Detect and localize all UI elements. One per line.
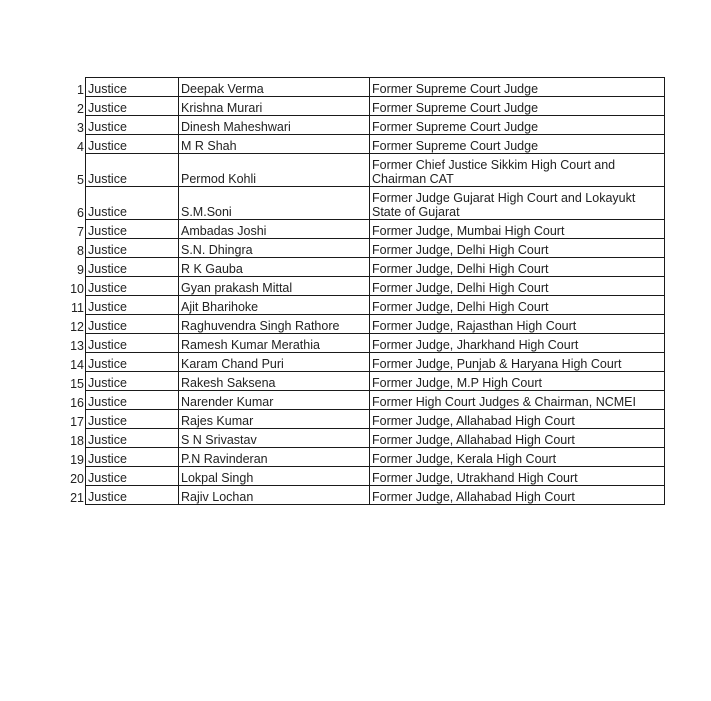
table-row (60, 258, 665, 277)
judge-name: Dinesh Maheshwari (179, 116, 370, 135)
row-number: 10 (70, 281, 84, 296)
row-number: 14 (70, 357, 84, 372)
judge-name: Narender Kumar (179, 391, 370, 410)
table-row (60, 239, 665, 258)
judge-title: Justice (86, 315, 179, 334)
judge-title: Justice (86, 467, 179, 486)
judge-name: S.N. Dhingra (179, 239, 370, 258)
row-number: 5 (77, 172, 84, 187)
judge-name: Ajit Bharihoke (179, 296, 370, 315)
judge-title: Justice (86, 78, 179, 97)
table-row (60, 486, 665, 505)
judge-name: Permod Kohli (179, 154, 370, 187)
judge-designation: Former Judge, Delhi High Court (370, 258, 665, 277)
table-row (60, 410, 665, 429)
row-number: 3 (77, 120, 84, 135)
judge-designation: Former Supreme Court Judge (370, 135, 665, 154)
row-number: 4 (77, 139, 84, 154)
judge-title: Justice (86, 448, 179, 467)
table-row (60, 391, 665, 410)
judge-title: Justice (86, 277, 179, 296)
row-number: 21 (70, 490, 84, 505)
judge-title: Justice (86, 391, 179, 410)
judge-name: Deepak Verma (179, 78, 370, 97)
judge-name: R K Gauba (179, 258, 370, 277)
row-number: 16 (70, 395, 84, 410)
judge-title: Justice (86, 187, 179, 220)
judge-designation: Former Judge, Delhi High Court (370, 277, 665, 296)
row-number: 11 (71, 300, 84, 315)
table-row (60, 220, 665, 239)
judge-designation: Former Chief Justice Sikkim High Court and Chairman CAT (370, 154, 665, 187)
judges-table (60, 77, 665, 505)
row-number: 6 (77, 205, 84, 220)
judge-title: Justice (86, 116, 179, 135)
table-row (60, 372, 665, 391)
row-number: 17 (70, 414, 84, 429)
table-row (60, 334, 665, 353)
judge-title: Justice (86, 372, 179, 391)
row-number: 15 (70, 376, 84, 391)
judge-title: Justice (86, 239, 179, 258)
judge-title: Justice (86, 429, 179, 448)
judge-title: Justice (86, 220, 179, 239)
judge-name: Rajes Kumar (179, 410, 370, 429)
row-number: 12 (70, 319, 84, 334)
judge-designation: Former Judge, Mumbai High Court (370, 220, 665, 239)
judge-name: Karam Chand Puri (179, 353, 370, 372)
table-row (60, 429, 665, 448)
judge-title: Justice (86, 334, 179, 353)
table-row (60, 187, 665, 220)
judge-designation: Former Supreme Court Judge (370, 116, 665, 135)
judge-name: Lokpal Singh (179, 467, 370, 486)
row-number: 8 (77, 243, 84, 258)
judge-designation: Former Judge, M.P High Court (370, 372, 665, 391)
judge-designation: Former Judge, Delhi High Court (370, 239, 665, 258)
judge-name: Gyan prakash Mittal (179, 277, 370, 296)
row-number: 9 (77, 262, 84, 277)
judge-name: Ambadas Joshi (179, 220, 370, 239)
judge-designation: Former Judge, Delhi High Court (370, 296, 665, 315)
row-number: 13 (70, 338, 84, 353)
table-row (60, 296, 665, 315)
table-row (60, 154, 665, 187)
judge-designation: Former Judge, Utrakhand High Court (370, 467, 665, 486)
table-row (60, 135, 665, 154)
table-row (60, 78, 665, 97)
judge-name: Raghuvendra Singh Rathore (179, 315, 370, 334)
judge-designation: Former Supreme Court Judge (370, 78, 665, 97)
judge-designation: Former Judge, Allahabad High Court (370, 429, 665, 448)
judge-designation: Former Judge, Allahabad High Court (370, 410, 665, 429)
judge-title: Justice (86, 296, 179, 315)
judges-table-body (60, 78, 665, 505)
judge-name: Rakesh Saksena (179, 372, 370, 391)
row-number: 7 (77, 224, 84, 239)
table-row (60, 116, 665, 135)
judge-title: Justice (86, 258, 179, 277)
judge-title: Justice (86, 135, 179, 154)
judge-name: Ramesh Kumar Merathia (179, 334, 370, 353)
judge-title: Justice (86, 353, 179, 372)
row-number: 19 (70, 452, 84, 467)
judge-designation: Former Judge Gujarat High Court and Lokayukt State of Gujarat (370, 187, 665, 220)
judge-name: Rajiv Lochan (179, 486, 370, 505)
table-row (60, 353, 665, 372)
judge-title: Justice (86, 486, 179, 505)
row-number: 20 (70, 471, 84, 486)
judge-title: Justice (86, 410, 179, 429)
judge-designation: Former Judge, Punjab & Haryana High Court (370, 353, 665, 372)
judge-name: S N Srivastav (179, 429, 370, 448)
judge-designation: Former Judge, Jharkhand High Court (370, 334, 665, 353)
table-row (60, 448, 665, 467)
judge-designation: Former Judge, Rajasthan High Court (370, 315, 665, 334)
row-number: 2 (77, 101, 84, 116)
judge-name: P.N Ravinderan (179, 448, 370, 467)
judge-name: S.M.Soni (179, 187, 370, 220)
judge-designation: Former Judge, Kerala High Court (370, 448, 665, 467)
table-row (60, 315, 665, 334)
judge-title: Justice (86, 154, 179, 187)
row-number: 1 (77, 82, 84, 97)
row-number: 18 (70, 433, 84, 448)
table-row (60, 277, 665, 296)
judge-title: Justice (86, 97, 179, 116)
judge-name: Krishna Murari (179, 97, 370, 116)
judge-designation: Former Judge, Allahabad High Court (370, 486, 665, 505)
judge-designation: Former Supreme Court Judge (370, 97, 665, 116)
judge-designation: Former High Court Judges & Chairman, NCMEI (370, 391, 665, 410)
table-row (60, 467, 665, 486)
judge-name: M R Shah (179, 135, 370, 154)
table-row (60, 97, 665, 116)
